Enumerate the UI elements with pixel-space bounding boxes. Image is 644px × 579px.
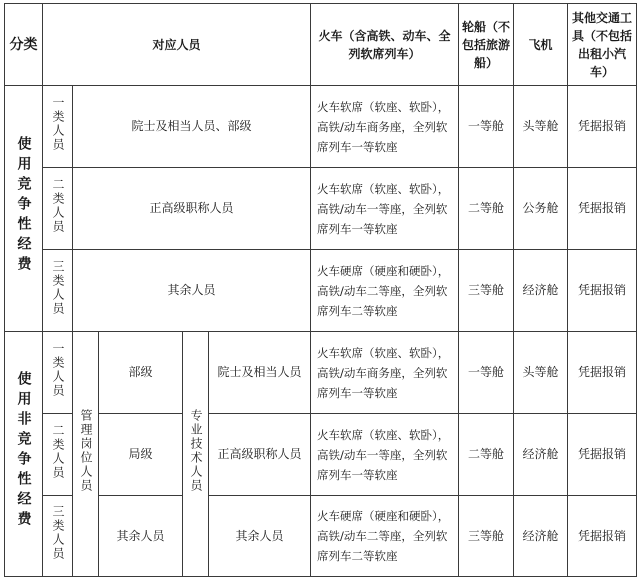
train-cell: 火车软席（软座、软卧），高铁/动车商务座，全列软席列车一等软座 [311,332,459,414]
header-plane: 飞机 [514,4,568,86]
other-transport-cell: 凭据报销 [568,168,637,250]
management-level-cell: 部级 [99,332,183,414]
header-other: 其他交通工具（不包括出租小汽车） [568,4,637,86]
table-row [5,496,637,577]
ship-cell: 二等舱 [459,414,514,496]
table-row [5,86,637,168]
section-noncompetitive-funds: 使用非竞争性经费 [5,332,43,577]
management-staff-label: 管理岗位人员 [73,332,99,577]
technical-level-cell: 正高级职称人员 [209,414,311,496]
other-transport-cell: 凭据报销 [568,86,637,168]
ship-cell: 一等舱 [459,332,514,414]
other-transport-cell: 凭据报销 [568,414,637,496]
personnel-cell: 其余人员 [73,250,311,332]
header-row [5,4,637,86]
train-cell: 火车硬席（硬座和硬卧），高铁/动车二等座，全列软席列车二等软座 [311,496,459,577]
section-competitive-funds: 使用竞争性经费 [5,86,43,332]
header-train: 火车（含高铁、动车、全列软席列车） [311,4,459,86]
ship-cell: 二等舱 [459,168,514,250]
technical-staff-label: 专业技术人员 [183,332,209,577]
grade-cell: 一类人员 [43,86,73,168]
grade-cell: 二类人员 [43,414,73,496]
technical-level-cell: 其余人员 [209,496,311,577]
grade-cell: 三类人员 [43,496,73,577]
ship-cell: 三等舱 [459,250,514,332]
table-row [5,414,637,496]
header-ship: 轮船（不包括旅游船） [459,4,514,86]
personnel-cell: 院士及相当人员、部级 [73,86,311,168]
header-category: 分类 [5,4,43,86]
grade-cell: 一类人员 [43,332,73,414]
grade-cell: 三类人员 [43,250,73,332]
management-level-cell: 其余人员 [99,496,183,577]
plane-cell: 经济舱 [514,414,568,496]
ship-cell: 一等舱 [459,86,514,168]
other-transport-cell: 凭据报销 [568,332,637,414]
train-cell: 火车硬席（硬座和硬卧），高铁/动车二等座，全列软席列车二等软座 [311,250,459,332]
personnel-cell: 正高级职称人员 [73,168,311,250]
other-transport-cell: 凭据报销 [568,496,637,577]
plane-cell: 公务舱 [514,168,568,250]
plane-cell: 经济舱 [514,496,568,577]
technical-level-cell: 院士及相当人员 [209,332,311,414]
plane-cell: 头等舱 [514,86,568,168]
table-row [5,250,637,332]
management-level-cell: 局级 [99,414,183,496]
travel-standards-table [4,3,637,577]
train-cell: 火车软席（软座、软卧），高铁/动车商务座，全列软席列车一等软座 [311,86,459,168]
plane-cell: 头等舱 [514,332,568,414]
header-personnel: 对应人员 [43,4,311,86]
ship-cell: 三等舱 [459,496,514,577]
train-cell: 火车软席（软座、软卧），高铁/动车一等座，全列软席列车一等软座 [311,414,459,496]
plane-cell: 经济舱 [514,250,568,332]
table-row [5,332,637,414]
grade-cell: 二类人员 [43,168,73,250]
other-transport-cell: 凭据报销 [568,250,637,332]
train-cell: 火车软席（软座、软卧），高铁/动车一等座，全列软席列车一等软座 [311,168,459,250]
table-row [5,168,637,250]
